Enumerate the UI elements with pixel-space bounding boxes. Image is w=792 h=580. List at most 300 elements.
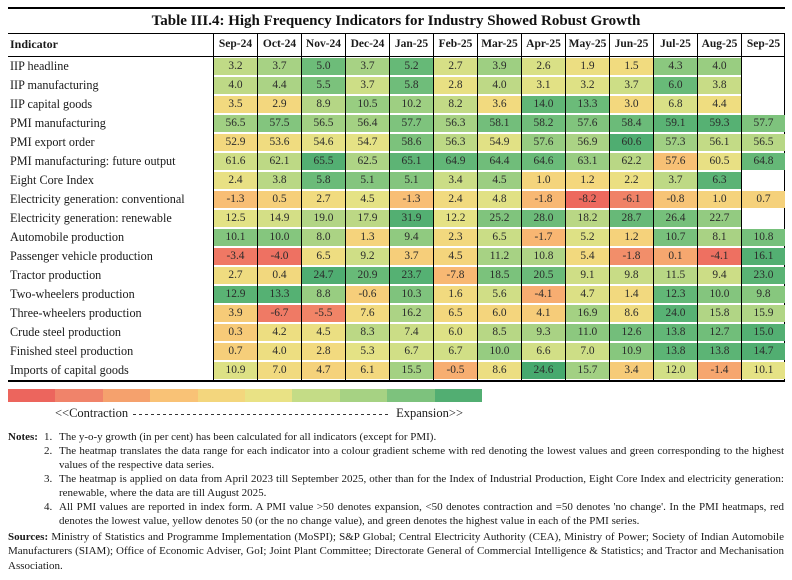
heatmap-cell-value: 8.1 — [712, 231, 727, 244]
column-header: Jun-25 — [609, 34, 653, 57]
heatmap-cell-value: 10.1 — [753, 364, 774, 377]
heatmap-cell — [741, 171, 785, 190]
heatmap-cell — [565, 304, 609, 323]
heatmap-cell — [653, 95, 697, 114]
legend-swatch — [245, 389, 292, 402]
heatmap-cell — [609, 171, 653, 190]
heatmap-cell — [257, 76, 301, 95]
heatmap-cell-value: 59.1 — [665, 117, 686, 130]
column-header: Jan-25 — [389, 34, 433, 57]
heatmap-cell-value: 20.5 — [533, 269, 554, 282]
heatmap-cell — [521, 304, 565, 323]
column-header: Dec-24 — [345, 34, 389, 57]
heatmap-cell — [477, 152, 521, 171]
heatmap-cell-value: 54.9 — [489, 136, 510, 149]
heatmap-cell-value: -1.8 — [622, 250, 641, 263]
heatmap-cell — [389, 114, 433, 133]
heatmap-cell-value: 23.0 — [753, 269, 774, 282]
heatmap-cell — [301, 228, 345, 247]
heatmap-cell — [433, 323, 477, 342]
heatmap-cell-value: 2.7 — [228, 269, 243, 282]
heatmap-cell — [697, 57, 741, 76]
heatmap-cell — [521, 247, 565, 266]
heatmap-cell — [609, 57, 653, 76]
heatmap-cell — [389, 209, 433, 228]
heatmap-cell — [389, 342, 433, 361]
heatmap-cell — [653, 114, 697, 133]
heatmap-cell-value: 8.0 — [316, 231, 331, 244]
heatmap-cell — [741, 361, 785, 380]
heatmap-cell — [697, 114, 741, 133]
heatmap-cell — [389, 304, 433, 323]
heatmap-cell-value: -0.6 — [358, 288, 377, 301]
heatmap-cell-value: 15.5 — [401, 364, 422, 377]
note-number: 2. — [44, 444, 53, 457]
heatmap-cell-value: 56.5 — [225, 117, 246, 130]
heatmap-cell-value: 57.3 — [665, 136, 686, 149]
heatmap-cell-value: 4.5 — [316, 326, 331, 339]
legend-swatch — [340, 389, 387, 402]
heatmap-cell — [741, 342, 785, 361]
heatmap-cell-value: 3.9 — [492, 60, 507, 73]
heatmap-cell — [565, 361, 609, 380]
heatmap-cell-value: 11.2 — [489, 250, 510, 263]
heatmap-cell — [565, 114, 609, 133]
heatmap-cell-value: 13.3 — [269, 288, 290, 301]
heatmap-cell — [697, 266, 741, 285]
heatmap-cell — [741, 304, 785, 323]
note-text: The y-o-y growth (in per cent) has been calculated for all indicators (except for PMI). — [59, 430, 437, 443]
heatmap-cell-value: 9.3 — [536, 326, 551, 339]
heatmap-cell-value: 2.2 — [624, 174, 639, 187]
heatmap-cell — [257, 285, 301, 304]
heatmap-cell — [257, 266, 301, 285]
heatmap-cell — [213, 114, 257, 133]
row-label: Finished steel production — [10, 343, 134, 358]
heatmap-cell — [345, 361, 389, 380]
legend-swatch — [103, 389, 150, 402]
heatmap-cell-value: 60.6 — [621, 136, 642, 149]
heatmap-cell — [345, 133, 389, 152]
heatmap-cell-value: 6.0 — [668, 79, 683, 92]
notes-section — [8, 430, 784, 529]
heatmap-cell-value: 5.4 — [580, 250, 595, 263]
heatmap-cell — [345, 266, 389, 285]
row-label: Three-wheelers production — [10, 305, 142, 320]
heatmap-cell — [521, 190, 565, 209]
heatmap-cell — [345, 190, 389, 209]
heatmap-cell-value: 2.9 — [272, 98, 287, 111]
heatmap-cell — [477, 95, 521, 114]
heatmap-cell-value: 7.0 — [272, 364, 287, 377]
heatmap-cell — [433, 114, 477, 133]
heatmap-cell-value: -0.8 — [666, 193, 685, 206]
heatmap-cell-value: 3.4 — [448, 174, 463, 187]
heatmap-cell — [257, 228, 301, 247]
heatmap-cell-value: 12.2 — [445, 212, 466, 225]
heatmap-cell-value: 15.0 — [753, 326, 774, 339]
heatmap-cell-value: -5.5 — [314, 307, 333, 320]
heatmap-cell-value: 58.6 — [401, 136, 422, 149]
heatmap-cell-value: 6.7 — [404, 345, 419, 358]
heatmap-cell — [477, 209, 521, 228]
heatmap-cell-value: 6.0 — [448, 326, 463, 339]
heatmap-cell-value: 9.2 — [360, 250, 375, 263]
heatmap-cell-value: 4.0 — [272, 345, 287, 358]
heatmap-cell-value: -6.1 — [622, 193, 641, 206]
heatmap-cell-value: 8.5 — [492, 326, 507, 339]
heatmap-cell-value: 8.6 — [492, 364, 507, 377]
legend-swatch — [55, 389, 102, 402]
heatmap-cell — [521, 228, 565, 247]
heatmap-cell — [477, 323, 521, 342]
heatmap-cell-value: 5.2 — [404, 60, 419, 73]
column-header: Jul-25 — [653, 34, 697, 57]
heatmap-cell-value: -6.7 — [270, 307, 289, 320]
heatmap-cell — [301, 190, 345, 209]
heatmap-table-page — [0, 7, 792, 580]
heatmap-cell-value: 25.2 — [489, 212, 510, 225]
heatmap-cell-value: 4.5 — [492, 174, 507, 187]
heatmap-cell-value: 28.0 — [533, 212, 554, 225]
heatmap-cell — [653, 152, 697, 171]
heatmap-cell — [345, 228, 389, 247]
heatmap-cell — [565, 342, 609, 361]
heatmap-cell — [389, 228, 433, 247]
heatmap-cell-value: 3.7 — [360, 60, 375, 73]
heatmap-cell-value: 6.0 — [492, 307, 507, 320]
heatmap-cell-value: 8.2 — [448, 98, 463, 111]
heatmap-cell — [257, 57, 301, 76]
heatmap-cell-value: -4.1 — [534, 288, 553, 301]
heatmap-cell-value: 18.2 — [577, 212, 598, 225]
heatmap-cell-value: 4.7 — [580, 288, 595, 301]
heatmap-cell-value: -1.8 — [534, 193, 553, 206]
note-item — [44, 444, 784, 472]
heatmap-cell — [433, 95, 477, 114]
heatmap-cell — [213, 152, 257, 171]
heatmap-cell-value: 4.5 — [360, 193, 375, 206]
heatmap-cell-value: 1.0 — [712, 193, 727, 206]
heatmap-cell-value: 61.6 — [225, 155, 246, 168]
heatmap-cell — [697, 152, 741, 171]
heatmap-cell-value: 56.4 — [357, 117, 378, 130]
heatmap-cell — [213, 209, 257, 228]
heatmap-cell — [741, 76, 785, 95]
heatmap-cell-value: -3.4 — [226, 250, 245, 263]
heatmap-cell-value: 9.1 — [580, 269, 595, 282]
heatmap-cell — [741, 152, 785, 171]
heatmap-cell-value: 15.9 — [753, 307, 774, 320]
heatmap-cell — [213, 304, 257, 323]
heatmap-cell-value: 4.0 — [228, 79, 243, 92]
heatmap-cell — [301, 76, 345, 95]
heatmap-cell — [433, 76, 477, 95]
heatmap-cell-value: 56.5 — [753, 136, 774, 149]
heatmap-cell — [301, 361, 345, 380]
note-number: 4. — [44, 501, 53, 514]
heatmap-cell — [389, 95, 433, 114]
heatmap-cell-value: 2.7 — [448, 60, 463, 73]
heatmap-cell-value: 2.3 — [448, 231, 463, 244]
heatmap-cell — [345, 209, 389, 228]
heatmap-cell-value: 3.8 — [272, 174, 287, 187]
row-label: Electricity generation: renewable — [10, 210, 172, 225]
heatmap-cell-value: 12.7 — [709, 326, 730, 339]
heatmap-cell — [565, 171, 609, 190]
heatmap-cell-value: 62.1 — [269, 155, 290, 168]
heatmap-cell-value: -0.5 — [446, 364, 465, 377]
heatmap-cell — [609, 114, 653, 133]
heatmap-cell — [433, 57, 477, 76]
heatmap-cell-value: 57.6 — [665, 155, 686, 168]
heatmap-cell-value: 3.5 — [228, 98, 243, 111]
heatmap-cell-value: 10.0 — [489, 345, 510, 358]
heatmap-cell — [653, 76, 697, 95]
heatmap-cell-value: 7.4 — [404, 326, 419, 339]
heatmap-cell — [257, 152, 301, 171]
heatmap-cell — [345, 57, 389, 76]
heatmap-cell — [433, 209, 477, 228]
heatmap-cell — [521, 209, 565, 228]
heatmap-cell — [345, 152, 389, 171]
column-header: Sep-24 — [213, 34, 257, 57]
heatmap-cell-value: 10.8 — [533, 250, 554, 263]
heatmap-cell — [565, 76, 609, 95]
heatmap-cell-value: 64.8 — [753, 155, 774, 168]
heatmap-cell — [477, 285, 521, 304]
heatmap-cell — [213, 228, 257, 247]
heatmap-cell-value: 5.8 — [404, 79, 419, 92]
note-number: 3. — [44, 473, 53, 486]
heatmap-cell-value: 1.0 — [536, 174, 551, 187]
heatmap-cell — [257, 209, 301, 228]
heatmap-cell — [345, 323, 389, 342]
heatmap-cell — [477, 361, 521, 380]
heatmap-cell — [389, 190, 433, 209]
row-label: PMI manufacturing — [10, 115, 106, 130]
heatmap-cell — [257, 323, 301, 342]
legend-contraction-label: <<Contraction — [55, 405, 129, 420]
heatmap-cell — [213, 247, 257, 266]
heatmap-cell — [565, 133, 609, 152]
heatmap-cell — [301, 247, 345, 266]
heatmap-cell-value: 10.9 — [225, 364, 246, 377]
row-label: Two-wheelers production — [10, 286, 135, 301]
heatmap-cell-value: 0.1 — [668, 250, 683, 263]
heatmap-cell-value: 4.3 — [668, 60, 683, 73]
heatmap-cell — [477, 266, 521, 285]
heatmap-cell — [433, 285, 477, 304]
heatmap-cell-value: 2.6 — [536, 60, 551, 73]
heatmap-cell-value: 12.9 — [225, 288, 246, 301]
heatmap-cell — [741, 285, 785, 304]
heatmap-cell-value: 2.8 — [316, 345, 331, 358]
heatmap-cell — [301, 209, 345, 228]
heatmap-cell-value: 0.4 — [272, 269, 287, 282]
table-title: Table III.4: High Frequency Indicators for Industry Showed Robust Growth — [151, 13, 641, 29]
heatmap-cell — [609, 266, 653, 285]
heatmap-cell-value: 3.7 — [360, 79, 375, 92]
heatmap-cell — [609, 304, 653, 323]
heatmap-cell — [697, 95, 741, 114]
heatmap-cell — [213, 266, 257, 285]
heatmap-cell-value: 53.6 — [269, 136, 290, 149]
heatmap-cell-value: 3.7 — [272, 60, 287, 73]
heatmap-cell — [521, 285, 565, 304]
heatmap-cell-value: 17.9 — [357, 212, 378, 225]
heatmap-cell — [609, 247, 653, 266]
heatmap-cell — [521, 57, 565, 76]
heatmap-cell-value: 4.0 — [712, 60, 727, 73]
heatmap-cell-value: 13.8 — [665, 345, 686, 358]
column-header: Mar-25 — [477, 34, 521, 57]
heatmap-cell — [653, 228, 697, 247]
heatmap-cell — [213, 361, 257, 380]
heatmap-cell-value: 26.4 — [665, 212, 686, 225]
row-label: Passenger vehicle production — [10, 248, 153, 263]
note-item — [44, 430, 784, 444]
heatmap-cell-value: 3.0 — [624, 98, 639, 111]
heatmap-cell — [609, 209, 653, 228]
heatmap-cell — [433, 133, 477, 152]
heatmap-cell — [609, 190, 653, 209]
heatmap-cell — [653, 190, 697, 209]
indicator-column-header: Indicator — [8, 34, 213, 57]
heatmap-cell-value: 14.9 — [269, 212, 290, 225]
heatmap-cell — [741, 57, 785, 76]
heatmap-cell — [477, 133, 521, 152]
heatmap-cell — [389, 152, 433, 171]
heatmap-cell-value: 10.9 — [621, 345, 642, 358]
heatmap-cell-value: 15.7 — [577, 364, 598, 377]
column-header: Sep-25 — [741, 34, 785, 57]
heatmap-cell-value: 13.3 — [577, 98, 598, 111]
heatmap-cell-value: 5.1 — [404, 174, 419, 187]
heatmap-cell-value: 4.4 — [272, 79, 287, 92]
heatmap-cell — [697, 133, 741, 152]
table-bottom-rule — [8, 380, 785, 382]
heatmap-cell-value: 4.2 — [272, 326, 287, 339]
heatmap-cell-value: 6.3 — [712, 174, 727, 187]
heatmap-cell — [213, 190, 257, 209]
note-text: The heatmap translates the data range for each indicator into a colour gradient scheme with red denoting the lowest values and green corresponding to the highest values of the respective data series. — [59, 444, 784, 471]
heatmap-cell — [257, 247, 301, 266]
heatmap-cell-value: 7.6 — [360, 307, 375, 320]
heatmap-cell-value: 13.8 — [709, 345, 730, 358]
heatmap-cell-value: 59.3 — [709, 117, 730, 130]
heatmap-cell — [389, 133, 433, 152]
heatmap-cell-value: 54.7 — [357, 136, 378, 149]
heatmap-cell — [741, 228, 785, 247]
heatmap-cell — [345, 304, 389, 323]
heatmap-cell — [345, 114, 389, 133]
heatmap-cell-value: 5.2 — [580, 231, 595, 244]
heatmap-cell-value: 16.1 — [753, 250, 774, 263]
heatmap-cell-value: 5.0 — [316, 60, 331, 73]
heatmap-cell — [213, 171, 257, 190]
heatmap-cell — [565, 190, 609, 209]
heatmap-cell-value: 2.4 — [448, 193, 463, 206]
heatmap-cell — [433, 190, 477, 209]
heatmap-cell-value: 7.0 — [580, 345, 595, 358]
heatmap-cell-value: -1.4 — [710, 364, 729, 377]
heatmap-cell — [565, 266, 609, 285]
heatmap-cell-value: 23.7 — [401, 269, 422, 282]
heatmap-cell-value: 12.0 — [665, 364, 686, 377]
heatmap-cell-value: 0.7 — [756, 193, 771, 206]
row-label: Electricity generation: conventional — [10, 191, 185, 206]
heatmap-cell-value: 4.4 — [712, 98, 727, 111]
heatmap-cell — [609, 323, 653, 342]
note-item — [44, 500, 784, 528]
heatmap-cell-value: 12.3 — [665, 288, 686, 301]
heatmap-cell — [653, 171, 697, 190]
heatmap-cell — [433, 171, 477, 190]
heatmap-cell-value: 56.5 — [313, 117, 334, 130]
column-header: Feb-25 — [433, 34, 477, 57]
heatmap-cell-value: 10.0 — [269, 231, 290, 244]
heatmap-cell-value: 0.3 — [228, 326, 243, 339]
heatmap-cell-value: -7.8 — [446, 269, 465, 282]
heatmap-cell — [257, 361, 301, 380]
heatmap-cell-value: -8.2 — [578, 193, 597, 206]
heatmap-cell — [389, 323, 433, 342]
heatmap-cell-value: 8.3 — [360, 326, 375, 339]
heatmap-cell-value: 56.9 — [577, 136, 598, 149]
heatmap-cell-value: 12.5 — [225, 212, 246, 225]
heatmap-cell-value: 2.8 — [448, 79, 463, 92]
heatmap-cell-value: 54.6 — [313, 136, 334, 149]
heatmap-cell-value: 6.6 — [536, 345, 551, 358]
row-label: PMI export order — [10, 134, 95, 149]
heatmap-cell-value: 56.1 — [709, 136, 730, 149]
heatmap-cell-value: 1.5 — [624, 60, 639, 73]
sources-section — [8, 530, 784, 572]
heatmap-cell — [433, 247, 477, 266]
heatmap-cell — [345, 247, 389, 266]
heatmap-cell-value: 3.7 — [404, 250, 419, 263]
heatmap-cell — [697, 342, 741, 361]
row-label: Automobile production — [10, 229, 125, 244]
heatmap-cell-value: 10.7 — [665, 231, 686, 244]
heatmap-cell — [301, 342, 345, 361]
row-label: Tractor production — [10, 267, 102, 282]
column-header: Apr-25 — [521, 34, 565, 57]
heatmap-cell-value: 1.9 — [580, 60, 595, 73]
heatmap-cell — [697, 323, 741, 342]
heatmap-cell — [389, 171, 433, 190]
heatmap-cell — [653, 304, 697, 323]
heatmap-cell-value: 65.1 — [401, 155, 422, 168]
heatmap-cell — [477, 76, 521, 95]
heatmap-cell — [609, 285, 653, 304]
sources-heading: Sources: — [8, 531, 49, 544]
heatmap-cell-value: 12.6 — [621, 326, 642, 339]
legend-swatch — [435, 389, 482, 402]
heatmap-cell — [301, 266, 345, 285]
heatmap-cell-value: 5.5 — [316, 79, 331, 92]
heatmap-cell — [653, 209, 697, 228]
heatmap-cell — [697, 190, 741, 209]
heatmap-cell-value: 10.8 — [753, 231, 774, 244]
heatmap-cell-value: 4.0 — [492, 79, 507, 92]
heatmap-cell — [565, 152, 609, 171]
heatmap-cell — [257, 171, 301, 190]
heatmap-cell — [697, 228, 741, 247]
heatmap-cell-value: 5.1 — [360, 174, 375, 187]
heatmap-cell — [697, 76, 741, 95]
